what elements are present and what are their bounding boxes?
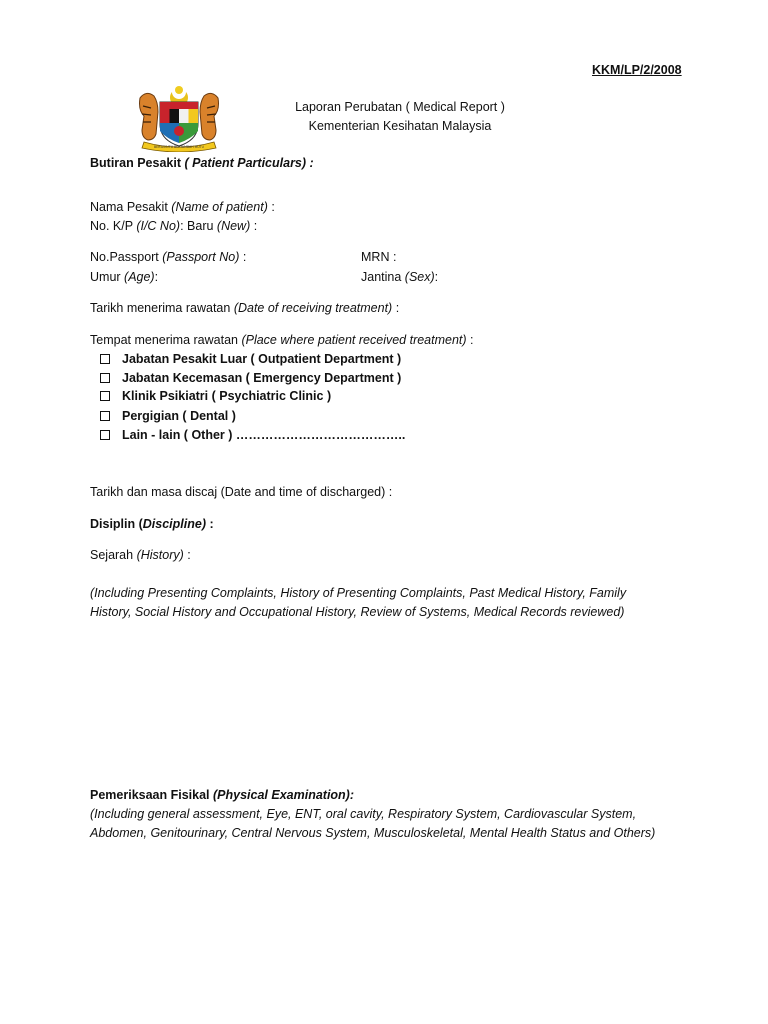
option-label: Jabatan Kecemasan ( Emergency Department ) — [122, 371, 402, 385]
option-dental[interactable] — [100, 408, 236, 424]
label-en: (Date of receiving treatment) — [233, 301, 393, 315]
history-note-line-2: History, Social History and Occupational History, Review of Systems, Medical Records reviewed) — [90, 605, 625, 619]
label-suffix: : — [267, 200, 275, 214]
label-ms: Umur — [90, 270, 125, 284]
field-sex — [361, 269, 438, 285]
label-suffix: : — [154, 270, 159, 284]
label-en: (Physical Examination): — [213, 788, 355, 802]
label-suffix: : — [466, 333, 474, 347]
option-label: Klinik Psikiatri ( Psychiatric Clinic ) — [122, 389, 332, 403]
label-en: Discipline) — [142, 517, 206, 531]
label-ms: Tempat menerima rawatan — [90, 333, 242, 347]
label-suffix: : — [239, 250, 247, 264]
checkbox-dental[interactable] — [100, 411, 110, 421]
label-ms: Jantina — [361, 270, 405, 284]
ministry-title: Kementerian Kesihatan Malaysia — [308, 119, 492, 133]
option-label: Pergigian ( Dental ) — [122, 409, 236, 423]
physical-exam-note-line-1: (Including general assessment, Eye, ENT, oral cavity, Respiratory System, Cardiovascular System, — [90, 807, 637, 821]
history-note-line-1: (Including Presenting Complaints, History of Presenting Complaints, Past Medical History, Family — [90, 586, 627, 600]
label-en: (Age) — [124, 270, 155, 284]
label-ms: Tarikh menerima rawatan — [90, 301, 234, 315]
label-suffix: : — [392, 301, 400, 315]
field-name-of-patient — [90, 199, 275, 215]
physical-exam-heading — [90, 787, 354, 803]
heading-ms: Butiran Pesakit — [90, 156, 185, 170]
label-ms: Pemeriksaan Fisikal — [90, 788, 213, 802]
label-suffix: : — [250, 219, 258, 233]
form-code: KKM/LP/2/2008 — [592, 63, 682, 77]
label-suffix: : — [434, 270, 439, 284]
field-passport-no — [90, 249, 246, 265]
option-label: Jabatan Pesakit Luar ( Outpatient Department ) — [122, 352, 402, 366]
svg-text:BERSEKUTU BERTAMBAH MUTU: BERSEKUTU BERTAMBAH MUTU — [153, 145, 205, 149]
physical-exam-note-line-2: Abdomen, Genitourinary, Central Nervous System, Musculoskeletal, Mental Health Status and Others) — [90, 826, 656, 840]
coat-of-arms-logo — [134, 84, 224, 152]
field-discharge-datetime: Tarikh dan masa discaj (Date and time of discharged) : — [90, 485, 393, 499]
option-outpatient[interactable] — [100, 351, 401, 367]
label-ms: Sejarah — [90, 548, 137, 562]
label-ms: Nama Pesakit — [90, 200, 172, 214]
label-en: (Name of patient) — [171, 200, 268, 214]
field-ic-no — [90, 218, 257, 234]
label-ms: No.Passport — [90, 250, 163, 264]
label-mid: : Baru — [180, 219, 217, 233]
option-other[interactable] — [100, 427, 405, 443]
option-emergency[interactable] — [100, 370, 401, 386]
label-ms: Disiplin ( — [90, 517, 143, 531]
field-history — [90, 547, 191, 563]
label-en2: (New) — [216, 219, 251, 233]
field-discipline — [90, 516, 214, 532]
label-en: (Sex) — [404, 270, 435, 284]
label-en: (History) — [136, 548, 184, 562]
label-en: (I/C No) — [136, 219, 181, 233]
patient-particulars-heading — [90, 155, 314, 171]
label-ms: No. K/P — [90, 219, 137, 233]
label-suffix: : — [206, 517, 214, 531]
checkbox-emergency[interactable] — [100, 373, 110, 383]
field-age — [90, 269, 158, 285]
label-suffix: : — [183, 548, 191, 562]
field-mrn: MRN : — [361, 250, 397, 264]
checkbox-psychiatric[interactable] — [100, 391, 110, 401]
checkbox-outpatient[interactable] — [100, 354, 110, 364]
field-treatment-place — [90, 332, 474, 348]
field-treatment-date — [90, 300, 399, 316]
option-psychiatric[interactable] — [100, 388, 331, 404]
heading-en: ( Patient Particulars) : — [184, 156, 314, 170]
label-en: (Place where patient received treatment) — [241, 333, 467, 347]
report-title: Laporan Perubatan ( Medical Report ) — [295, 100, 505, 114]
label-en: (Passport No) — [162, 250, 240, 264]
checkbox-other[interactable] — [100, 430, 110, 440]
option-label: Lain - lain ( Other ) ………………………………….. — [122, 428, 406, 442]
